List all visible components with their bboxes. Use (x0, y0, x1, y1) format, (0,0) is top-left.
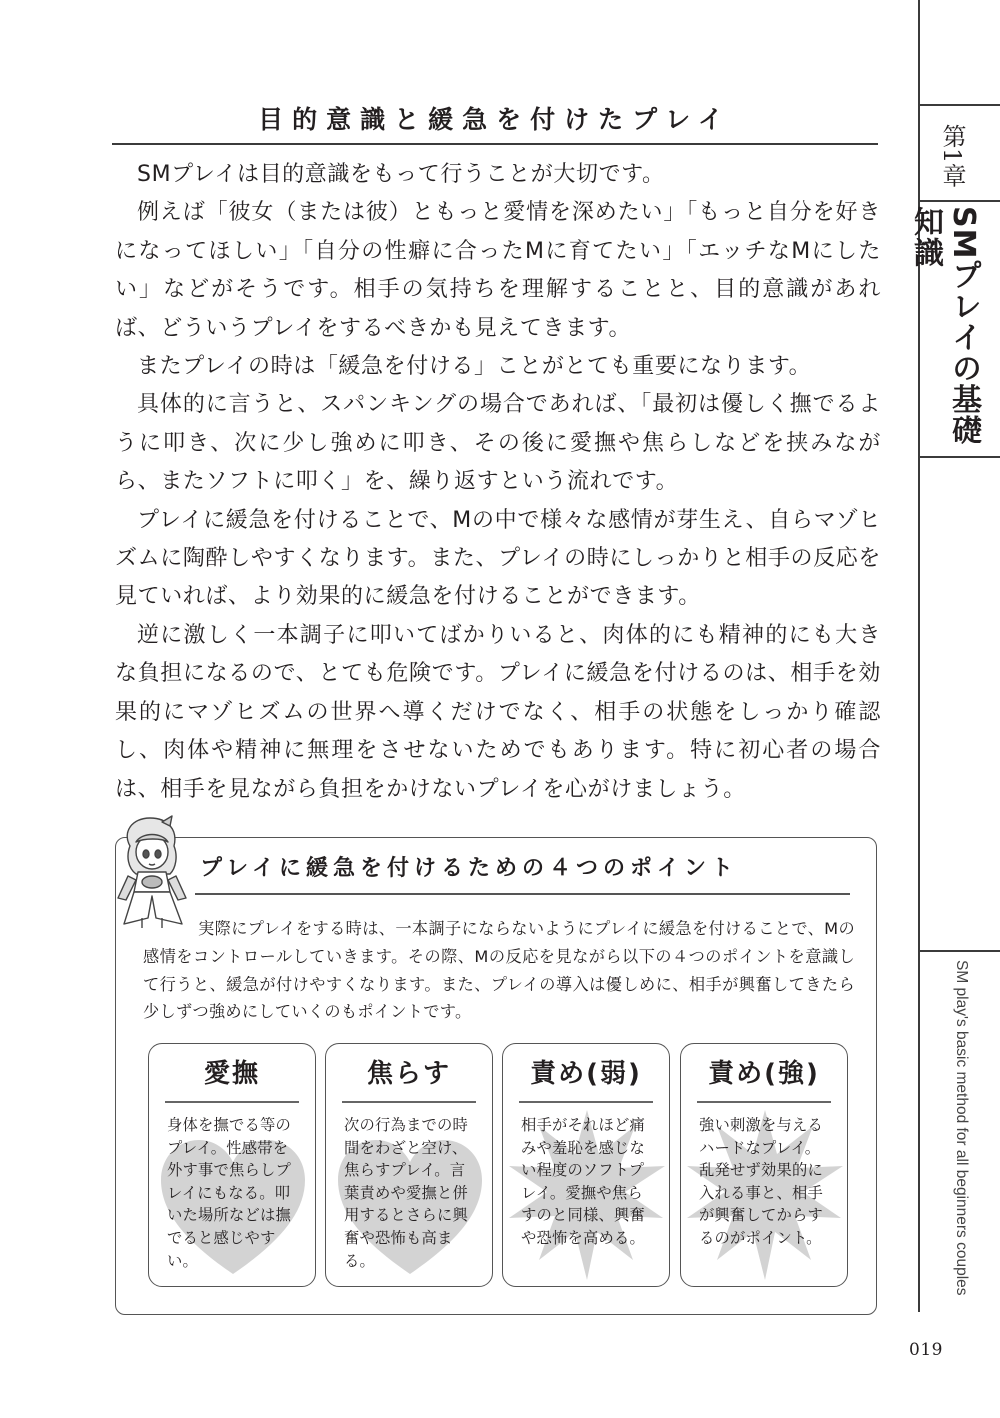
point-card-title: 焦らす (366, 1059, 451, 1089)
points-box-intro-text: 実際にプレイをする時は、一本調子にならないようにプレイに緩急を付けることで、Mの感情をコントロールしていきます。その際、Mの反応を見ながら以下の４つのポイントを意識して行うと、緩急が付けやすくなります。また、プレイの導入は優しめに、相手が興奮してきたら少しずつ強めにしていくのもポイントです。 (143, 919, 855, 1022)
page-number: 019 (909, 1340, 943, 1360)
point-card-text: 強い刺激を与えるハードなプレイ。乱発せず効果的に入れる事と、相手が興奮してからするのがポイント。 (699, 1116, 823, 1247)
point-card-soft-attack (502, 1043, 670, 1287)
points-box-title-rule (195, 893, 850, 895)
paragraph: またプレイの時は「緩急を付ける」ことがとても重要になります。 (137, 354, 812, 380)
point-card-caress (148, 1043, 316, 1287)
sidebar-divider-chapter (918, 200, 1000, 202)
point-card-text: 次の行為までの時間をわざと空け、焦らすプレイ。言葉責めや愛撫と併用するとさらに興奮や恐怖も高まる。 (344, 1116, 468, 1270)
chapter-title: SMプレイの基礎知識 (908, 206, 981, 446)
point-card-tease (325, 1043, 493, 1287)
sidebar-divider-title (918, 456, 1000, 458)
paragraph: プレイに緩急を付けることで、Mの中で様々な感情が芽生え、自らマゾヒズムに陶酔しやすくなります。また、プレイの時にしっかりと相手の反応を見ていれば、より効果的に緩急を付けることができます。 (115, 507, 881, 610)
section-title-rule (112, 143, 878, 145)
point-card-title: 責め(弱) (530, 1059, 642, 1089)
mascot-illustration (112, 812, 194, 930)
paragraph: 例えば「彼女（または彼）ともっと愛情を深めたい」「もっと自分を好きになってほしい」「自分の性癖に合ったMに育てたい」「エッチなMにしたい」などがそうです。相手の気持ちを理解することと、目的意識があれば、どういうプレイをするべきかも見えてきます。 (115, 200, 881, 341)
sidebar-rule (918, 0, 920, 1312)
points-box-intro (143, 915, 855, 1026)
point-card-text: 身体を撫でる等のプレイ。性感帯を外す事で焦らしプレイにもなる。叩いた場所などは撫でると感じやすい。 (167, 1116, 291, 1270)
point-card-hard-attack (680, 1043, 848, 1287)
body-text (115, 156, 881, 809)
sidebar-divider-english (918, 950, 1000, 952)
sidebar-divider-top (918, 104, 1000, 106)
point-card-text: 相手がそれほど痛みや羞恥を感じない程度のソフトプレイ。愛撫や焦らすのと同様、興奮や恐怖を高める。 (521, 1116, 645, 1247)
point-card-rule (165, 1101, 299, 1103)
point-card-rule (342, 1101, 476, 1103)
chapter-label: 第1章 (938, 124, 966, 188)
point-card-rule (519, 1101, 653, 1103)
point-card-title: 愛撫 (203, 1059, 260, 1089)
points-box-title: プレイに緩急を付けるための４つのポイント (200, 856, 739, 881)
section-title: 目的意識と緩急を付けたプレイ (258, 105, 732, 134)
point-card-rule (697, 1101, 831, 1103)
english-subtitle: SM play's basic method for all beginners couples (953, 960, 970, 1296)
paragraph: 具体的に言うと、スパンキングの場合であれば、「最初は優しく撫でるように叩き、次に少し強めに叩き、その後に愛撫や焦らしなどを挟みながら、またソフトに叩く」を、繰り返すという流れです。 (115, 392, 881, 495)
paragraph: 逆に激しく一本調子に叩いてばかりいると、肉体的にも精神的にも大きな負担になるので、とても危険です。プレイに緩急を付けるのは、相手を効果的にマゾヒズムの世界へ導くだけでなく、相手の状態をしっかり確認し、肉体や精神に無理をさせないためでもあります。特に初心者の場合は、相手を見ながら負担をかけないプレイを心がけましょう。 (115, 622, 881, 802)
point-card-title: 責め(強) (708, 1059, 820, 1089)
paragraph: SMプレイは目的意識をもって行うことが大切です。 (137, 162, 665, 187)
